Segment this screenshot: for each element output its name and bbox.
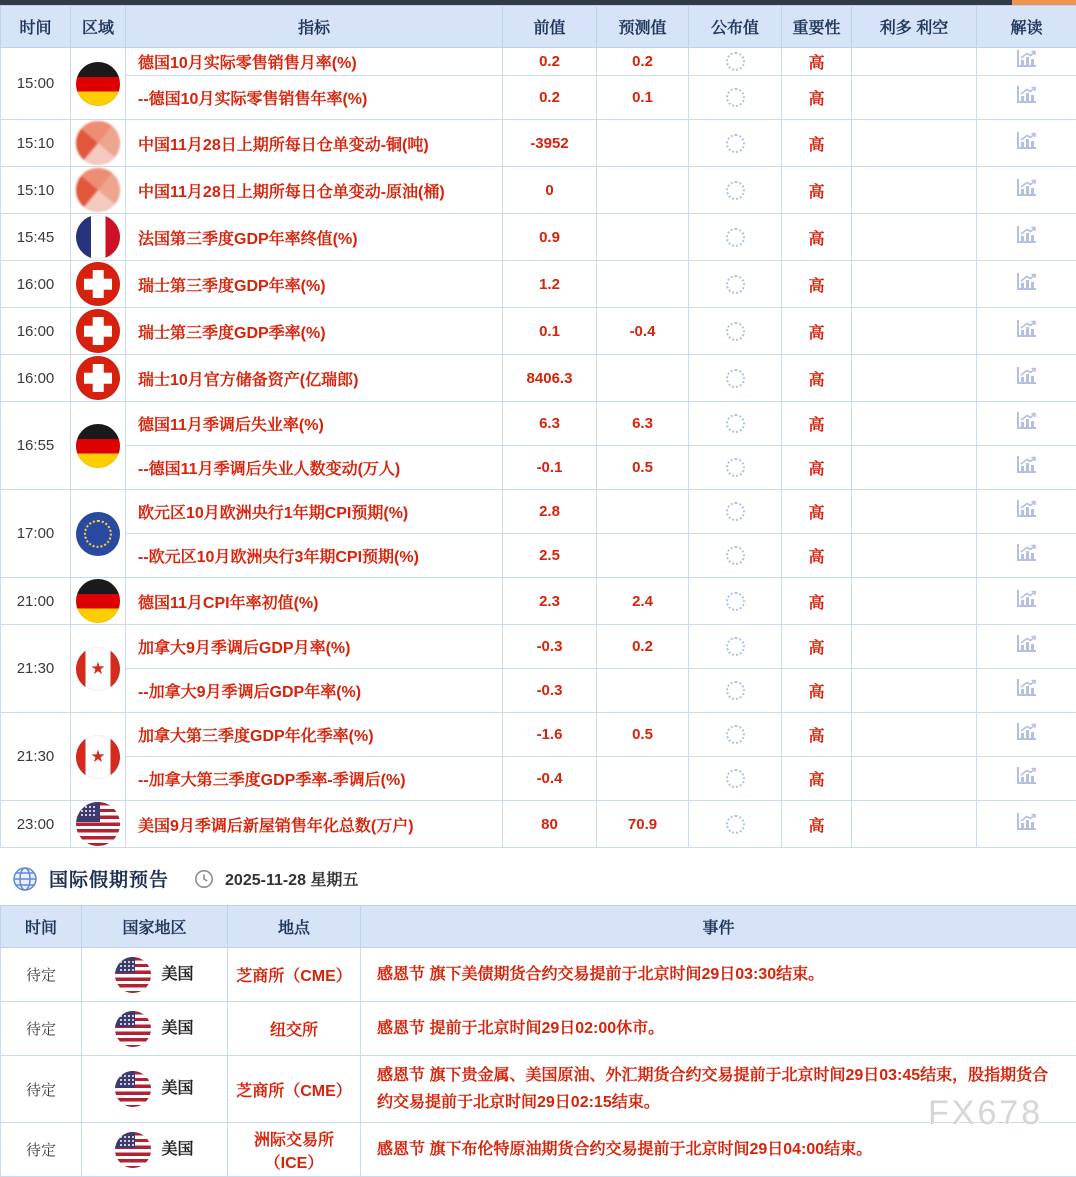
column-header: 利多 利空 [852, 6, 977, 48]
time-cell: 待定 [1, 1002, 82, 1056]
location-cell: 芝商所（CME） [228, 948, 361, 1002]
time-cell: 待定 [1, 948, 82, 1002]
importance-cell: 高 [782, 490, 852, 534]
region-cell [71, 713, 126, 801]
time-cell: 21:30 [1, 625, 71, 713]
time-cell: 16:00 [1, 308, 71, 355]
indicator-cell: 中国11月28日上期所每日仓单变动-铜(吨) [126, 120, 503, 167]
holiday-section-title: 国际假期预告 [49, 865, 169, 892]
holiday-table [0, 905, 1076, 1177]
importance-cell: 高 [782, 308, 852, 355]
chart-icon [1015, 131, 1038, 151]
column-header: 指标 [126, 6, 503, 48]
previous-value-cell: 0.2 [503, 48, 597, 76]
calendar-row [1, 402, 1076, 446]
bullish-bearish-cell [852, 669, 977, 713]
economic-calendar-table [0, 5, 1076, 848]
published-value-cell [689, 801, 782, 848]
indicator-cell: --欧元区10月欧洲央行3年期CPI预期(%) [126, 534, 503, 578]
previous-value-cell: -3952 [503, 120, 597, 167]
chart-icon [1015, 722, 1038, 742]
region-cell [71, 801, 126, 848]
forecast-value-cell [597, 355, 689, 402]
time-cell: 16:00 [1, 261, 71, 308]
loading-spinner-icon [726, 134, 745, 153]
column-header: 解读 [977, 6, 1076, 48]
importance-cell: 高 [782, 669, 852, 713]
bullish-bearish-cell [852, 490, 977, 534]
interpretation-cell[interactable] [977, 214, 1076, 261]
canada-flag-icon [76, 735, 120, 779]
column-header: 时间 [1, 906, 82, 948]
calendar-row [1, 214, 1076, 261]
chart-icon [1015, 634, 1038, 654]
previous-value-cell: -1.6 [503, 713, 597, 757]
previous-value-cell: -0.3 [503, 669, 597, 713]
interpretation-cell[interactable] [977, 308, 1076, 355]
previous-value-cell: 2.5 [503, 534, 597, 578]
bullish-bearish-cell [852, 801, 977, 848]
country-region-cell [82, 1002, 228, 1056]
loading-spinner-icon [726, 181, 745, 200]
importance-cell: 高 [782, 76, 852, 120]
loading-spinner-icon [726, 414, 745, 433]
published-value-cell [689, 76, 782, 120]
canada-flag-icon [76, 647, 120, 691]
chart-icon [1015, 319, 1038, 339]
switzerland-flag-icon [76, 309, 120, 353]
fx678-watermark: FX678 [928, 1094, 1043, 1133]
top-strip-accent [1012, 0, 1076, 5]
loading-spinner-icon [726, 52, 745, 71]
time-cell: 15:45 [1, 214, 71, 261]
chart-icon [1015, 49, 1038, 69]
china-blurred-flag-icon [76, 168, 120, 212]
bullish-bearish-cell [852, 578, 977, 625]
holiday-section-date: 2025-11-28 星期五 [225, 867, 358, 890]
region-cell [71, 167, 126, 214]
column-header: 前值 [503, 6, 597, 48]
china-blurred-flag-icon [76, 121, 120, 165]
loading-spinner-icon [726, 592, 745, 611]
region-cell [71, 214, 126, 261]
country-region-cell [82, 1123, 228, 1177]
forecast-value-cell [597, 120, 689, 167]
interpretation-cell[interactable] [977, 76, 1076, 120]
time-cell: 21:00 [1, 578, 71, 625]
published-value-cell [689, 120, 782, 167]
indicator-cell: 德国11月季调后失业率(%) [126, 402, 503, 446]
published-value-cell [689, 355, 782, 402]
loading-spinner-icon [726, 546, 745, 565]
region-cell [71, 308, 126, 355]
importance-cell: 高 [782, 167, 852, 214]
country-region-cell [82, 948, 228, 1002]
published-value-cell [689, 578, 782, 625]
importance-cell: 高 [782, 355, 852, 402]
region-cell [71, 48, 126, 120]
importance-cell: 高 [782, 578, 852, 625]
indicator-cell: 瑞士第三季度GDP季率(%) [126, 308, 503, 355]
published-value-cell [689, 446, 782, 490]
loading-spinner-icon [726, 815, 745, 834]
column-header: 时间 [1, 6, 71, 48]
top-strip [0, 0, 1076, 5]
indicator-cell: 法国第三季度GDP年率终值(%) [126, 214, 503, 261]
forecast-value-cell: 0.2 [597, 625, 689, 669]
chart-icon [1015, 766, 1038, 786]
holiday-section-header [0, 848, 1076, 905]
indicator-cell: 德国11月CPI年率初值(%) [126, 578, 503, 625]
country-label: 美国 [161, 1141, 193, 1158]
published-value-cell [689, 261, 782, 308]
loading-spinner-icon [726, 725, 745, 744]
indicator-cell: 美国9月季调后新屋销售年化总数(万户) [126, 801, 503, 848]
forecast-value-cell: 6.3 [597, 402, 689, 446]
chart-icon [1015, 499, 1038, 519]
calendar-row [1, 76, 1076, 120]
france-flag-icon [76, 215, 120, 259]
loading-spinner-icon [726, 458, 745, 477]
chart-icon [1015, 85, 1038, 105]
previous-value-cell: 2.3 [503, 578, 597, 625]
holiday-row [1, 1056, 1076, 1123]
forecast-value-cell: 70.9 [597, 801, 689, 848]
previous-value-cell: 8406.3 [503, 355, 597, 402]
importance-cell: 高 [782, 214, 852, 261]
indicator-cell: 瑞士第三季度GDP年率(%) [126, 261, 503, 308]
calendar-header-row [1, 6, 1076, 48]
published-value-cell [689, 713, 782, 757]
usa-flag-icon [115, 1071, 151, 1107]
chart-icon [1015, 589, 1038, 609]
previous-value-cell: -0.4 [503, 757, 597, 801]
importance-cell: 高 [782, 801, 852, 848]
loading-spinner-icon [726, 88, 745, 107]
calendar-row [1, 578, 1076, 625]
calendar-row [1, 120, 1076, 167]
previous-value-cell: 80 [503, 801, 597, 848]
loading-spinner-icon [726, 769, 745, 788]
time-cell: 23:00 [1, 801, 71, 848]
interpretation-cell[interactable] [977, 261, 1076, 308]
calendar-row [1, 625, 1076, 669]
column-header: 区域 [71, 6, 126, 48]
region-cell [71, 355, 126, 402]
region-cell [71, 490, 126, 578]
time-cell: 16:00 [1, 355, 71, 402]
event-cell: 感恩节 旗下贵金属、美国原油、外汇期货合约交易提前于北京时间29日03:45结束，股指期货合约交易提前于北京时间29日02:15结束。 [361, 1056, 1076, 1123]
switzerland-flag-icon [76, 262, 120, 306]
time-cell: 15:10 [1, 120, 71, 167]
interpretation-cell[interactable] [977, 757, 1076, 801]
forecast-value-cell [597, 757, 689, 801]
calendar-row [1, 48, 1076, 76]
interpretation-cell[interactable] [977, 490, 1076, 534]
region-cell [71, 625, 126, 713]
time-cell: 16:55 [1, 402, 71, 490]
forecast-value-cell: 0.5 [597, 713, 689, 757]
previous-value-cell: 0.9 [503, 214, 597, 261]
forecast-value-cell: 0.2 [597, 48, 689, 76]
holiday-row [1, 948, 1076, 1002]
calendar-row [1, 167, 1076, 214]
indicator-cell: 中国11月28日上期所每日仓单变动-原油(桶) [126, 167, 503, 214]
bullish-bearish-cell [852, 48, 977, 76]
importance-cell: 高 [782, 713, 852, 757]
bullish-bearish-cell [852, 214, 977, 261]
country-label: 美国 [161, 1080, 193, 1097]
bullish-bearish-cell [852, 713, 977, 757]
usa-flag-icon [115, 957, 151, 993]
indicator-cell: --德国11月季调后失业人数变动(万人) [126, 446, 503, 490]
region-cell [71, 120, 126, 167]
chart-icon [1015, 411, 1038, 431]
published-value-cell [689, 402, 782, 446]
interpretation-cell[interactable] [977, 355, 1076, 402]
forecast-value-cell: -0.4 [597, 308, 689, 355]
importance-cell: 高 [782, 402, 852, 446]
calendar-row [1, 446, 1076, 490]
interpretation-cell[interactable] [977, 625, 1076, 669]
chart-icon [1015, 178, 1038, 198]
published-value-cell [689, 669, 782, 713]
interpretation-cell[interactable] [977, 48, 1076, 76]
chart-icon [1015, 272, 1038, 292]
bullish-bearish-cell [852, 308, 977, 355]
published-value-cell [689, 490, 782, 534]
time-cell: 21:30 [1, 713, 71, 801]
bullish-bearish-cell [852, 446, 977, 490]
bullish-bearish-cell [852, 402, 977, 446]
event-cell: 感恩节 旗下布伦特原油期货合约交易提前于北京时间29日04:00结束。 [361, 1123, 1076, 1177]
holiday-header-row [1, 906, 1076, 948]
holiday-row [1, 1123, 1076, 1177]
previous-value-cell: 2.8 [503, 490, 597, 534]
loading-spinner-icon [726, 637, 745, 656]
calendar-row [1, 669, 1076, 713]
time-cell: 待定 [1, 1056, 82, 1123]
importance-cell: 高 [782, 48, 852, 76]
column-header: 公布值 [689, 6, 782, 48]
usa-flag-icon [115, 1011, 151, 1047]
time-cell: 17:00 [1, 490, 71, 578]
previous-value-cell: 0 [503, 167, 597, 214]
indicator-cell: 德国10月实际零售销售月率(%) [126, 48, 503, 76]
location-cell: 洲际交易所（ICE） [228, 1123, 361, 1177]
time-cell: 待定 [1, 1123, 82, 1177]
calendar-row [1, 490, 1076, 534]
interpretation-cell[interactable] [977, 167, 1076, 214]
forecast-value-cell: 0.1 [597, 76, 689, 120]
bullish-bearish-cell [852, 534, 977, 578]
bullish-bearish-cell [852, 167, 977, 214]
indicator-cell: 加拿大第三季度GDP年化季率(%) [126, 713, 503, 757]
previous-value-cell: -0.1 [503, 446, 597, 490]
forecast-value-cell [597, 490, 689, 534]
chart-icon [1015, 543, 1038, 563]
importance-cell: 高 [782, 757, 852, 801]
indicator-cell: 加拿大9月季调后GDP月率(%) [126, 625, 503, 669]
chart-icon [1015, 812, 1038, 832]
importance-cell: 高 [782, 534, 852, 578]
time-cell: 15:10 [1, 167, 71, 214]
region-cell [71, 402, 126, 490]
switzerland-flag-icon [76, 356, 120, 400]
chart-icon [1015, 225, 1038, 245]
germany-flag-icon [76, 62, 120, 106]
location-cell: 纽交所 [228, 1002, 361, 1056]
location-cell: 芝商所（CME） [228, 1056, 361, 1123]
published-value-cell [689, 167, 782, 214]
country-label: 美国 [161, 966, 193, 983]
importance-cell: 高 [782, 120, 852, 167]
importance-cell: 高 [782, 261, 852, 308]
importance-cell: 高 [782, 446, 852, 490]
published-value-cell [689, 214, 782, 261]
bullish-bearish-cell [852, 76, 977, 120]
time-cell: 15:00 [1, 48, 71, 120]
published-value-cell [689, 625, 782, 669]
indicator-cell: 瑞士10月官方储备资产(亿瑞郎) [126, 355, 503, 402]
event-cell: 感恩节 提前于北京时间29日02:00休市。 [361, 1002, 1076, 1056]
region-cell [71, 261, 126, 308]
published-value-cell [689, 757, 782, 801]
calendar-row [1, 355, 1076, 402]
loading-spinner-icon [726, 275, 745, 294]
column-header: 重要性 [782, 6, 852, 48]
indicator-cell: --加拿大9月季调后GDP年率(%) [126, 669, 503, 713]
interpretation-cell[interactable] [977, 402, 1076, 446]
forecast-value-cell [597, 214, 689, 261]
bullish-bearish-cell [852, 261, 977, 308]
indicator-cell: --德国10月实际零售销售年率(%) [126, 76, 503, 120]
column-header: 地点 [228, 906, 361, 948]
interpretation-cell[interactable] [977, 801, 1076, 848]
usa-flag-icon [115, 1132, 151, 1168]
eu-flag-icon [76, 512, 120, 556]
calendar-row [1, 534, 1076, 578]
previous-value-cell: -0.3 [503, 625, 597, 669]
calendar-row [1, 801, 1076, 848]
country-label: 美国 [161, 1020, 193, 1037]
forecast-value-cell: 0.5 [597, 446, 689, 490]
previous-value-cell: 6.3 [503, 402, 597, 446]
indicator-cell: --加拿大第三季度GDP季率-季调后(%) [126, 757, 503, 801]
bullish-bearish-cell [852, 120, 977, 167]
interpretation-cell[interactable] [977, 446, 1076, 490]
region-cell [71, 578, 126, 625]
interpretation-cell[interactable] [977, 578, 1076, 625]
clock-icon [194, 869, 214, 889]
interpretation-cell[interactable] [977, 669, 1076, 713]
previous-value-cell: 0.2 [503, 76, 597, 120]
loading-spinner-icon [726, 228, 745, 247]
published-value-cell [689, 308, 782, 355]
chart-icon [1015, 366, 1038, 386]
usa-flag-icon [76, 802, 120, 846]
germany-flag-icon [76, 579, 120, 623]
loading-spinner-icon [726, 502, 745, 521]
calendar-row [1, 308, 1076, 355]
published-value-cell [689, 534, 782, 578]
bullish-bearish-cell [852, 355, 977, 402]
column-header: 事件 [361, 906, 1076, 948]
forecast-value-cell [597, 534, 689, 578]
indicator-cell: 欧元区10月欧洲央行1年期CPI预期(%) [126, 490, 503, 534]
published-value-cell [689, 48, 782, 76]
forecast-value-cell: 2.4 [597, 578, 689, 625]
globe-icon [12, 866, 38, 892]
forecast-value-cell [597, 261, 689, 308]
bullish-bearish-cell [852, 757, 977, 801]
column-header: 预测值 [597, 6, 689, 48]
interpretation-cell[interactable] [977, 534, 1076, 578]
calendar-row [1, 757, 1076, 801]
interpretation-cell[interactable] [977, 120, 1076, 167]
calendar-row [1, 713, 1076, 757]
interpretation-cell[interactable] [977, 713, 1076, 757]
holiday-row [1, 1002, 1076, 1056]
loading-spinner-icon [726, 322, 745, 341]
previous-value-cell: 1.2 [503, 261, 597, 308]
chart-icon [1015, 455, 1038, 475]
event-cell: 感恩节 旗下美债期货合约交易提前于北京时间29日03:30结束。 [361, 948, 1076, 1002]
loading-spinner-icon [726, 369, 745, 388]
country-region-cell [82, 1056, 228, 1123]
germany-flag-icon [76, 424, 120, 468]
chart-icon [1015, 678, 1038, 698]
forecast-value-cell [597, 167, 689, 214]
column-header: 国家地区 [82, 906, 228, 948]
calendar-row [1, 261, 1076, 308]
forecast-value-cell [597, 669, 689, 713]
previous-value-cell: 0.1 [503, 308, 597, 355]
loading-spinner-icon [726, 681, 745, 700]
bullish-bearish-cell [852, 625, 977, 669]
importance-cell: 高 [782, 625, 852, 669]
